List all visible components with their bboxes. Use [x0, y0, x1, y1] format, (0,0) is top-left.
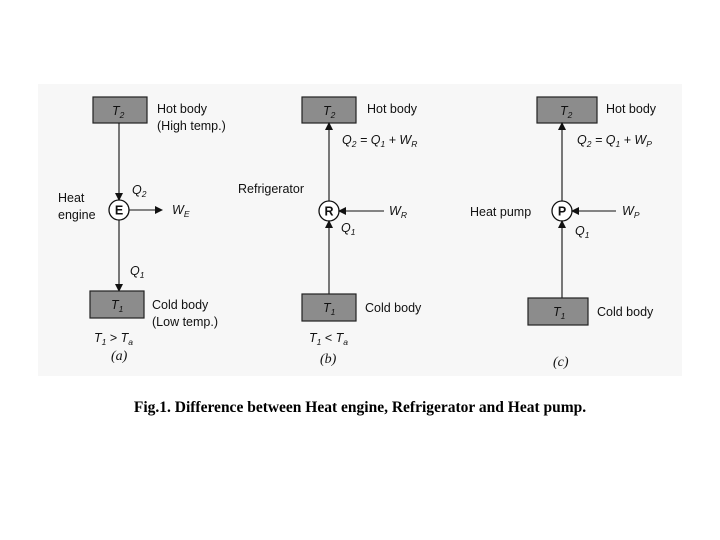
heat-pump-diagram [470, 97, 657, 370]
heat-pump-part-label: (c) [553, 355, 569, 370]
heat-pump-node-letter: P [557, 204, 567, 219]
refrigerator-hot-body-label: Hot body [367, 102, 418, 116]
heat-pump-cold-reservoir-label: $T_1$ [553, 305, 566, 321]
engine-cold-body-temp-label: (Low temp.) [152, 315, 218, 329]
engine-cold-reservoir-label: $T_1$ [111, 298, 124, 314]
heat-pump-cold-body-label: Cold body [597, 305, 654, 319]
refrigerator-part-label: (b) [320, 352, 337, 367]
figure-caption: Fig.1. Difference between Heat engine, Refrigerator and Heat pump. [133, 399, 587, 416]
engine-heat-label: Heat [58, 191, 85, 205]
refrigerator-cold-reservoir-label: $T_1$ [323, 301, 336, 317]
refrigerator-temperature-relation: $T_1 < T_a$ [309, 331, 348, 347]
refrigerator-node-letter: R [324, 204, 334, 219]
engine-q1-label: $Q_1$ [130, 264, 145, 280]
heat-pump-hot-reservoir-label: $T_2$ [560, 104, 573, 120]
refrigerator-work-label: $W_R$ [389, 204, 407, 220]
heat-pump-name-label: Heat pump [470, 205, 532, 219]
diagram-svg [38, 84, 682, 376]
engine-q2-label: $Q_2$ [132, 183, 147, 199]
engine-diagram [58, 97, 226, 364]
heat-pump-hot-body-label: Hot body [606, 102, 657, 116]
engine-part-label: (a) [111, 349, 128, 364]
refrigerator-hot-reservoir-label: $T_2$ [323, 104, 336, 120]
heat-pump-q1-label: $Q_1$ [575, 224, 590, 240]
engine-engine-label: engine [58, 208, 96, 222]
engine-node-letter: E [114, 203, 124, 218]
refrigerator-diagram [238, 97, 422, 367]
engine-temperature-relation: $T_1 > T_a$ [94, 331, 133, 347]
refrigerator-cold-body-label: Cold body [365, 301, 422, 315]
refrigerator-q1-label: $Q_1$ [341, 221, 356, 237]
engine-cold-body-label: Cold body [152, 298, 209, 312]
engine-work-label: $W_E$ [172, 203, 190, 219]
engine-hot-body-label: Hot body [157, 102, 208, 116]
refrigerator-name-label: Refrigerator [238, 182, 304, 196]
figure-panel [38, 84, 682, 376]
engine-hot-reservoir-label: $T_2$ [112, 104, 125, 120]
heat-pump-work-label: $W_P$ [622, 204, 640, 220]
heat-pump-energy-equation: $Q_2 = Q_1 + W_P$ [577, 133, 652, 149]
engine-hot-body-temp-label: (High temp.) [157, 119, 226, 133]
refrigerator-energy-equation: $Q_2 = Q_1 + W_R$ [342, 133, 418, 149]
